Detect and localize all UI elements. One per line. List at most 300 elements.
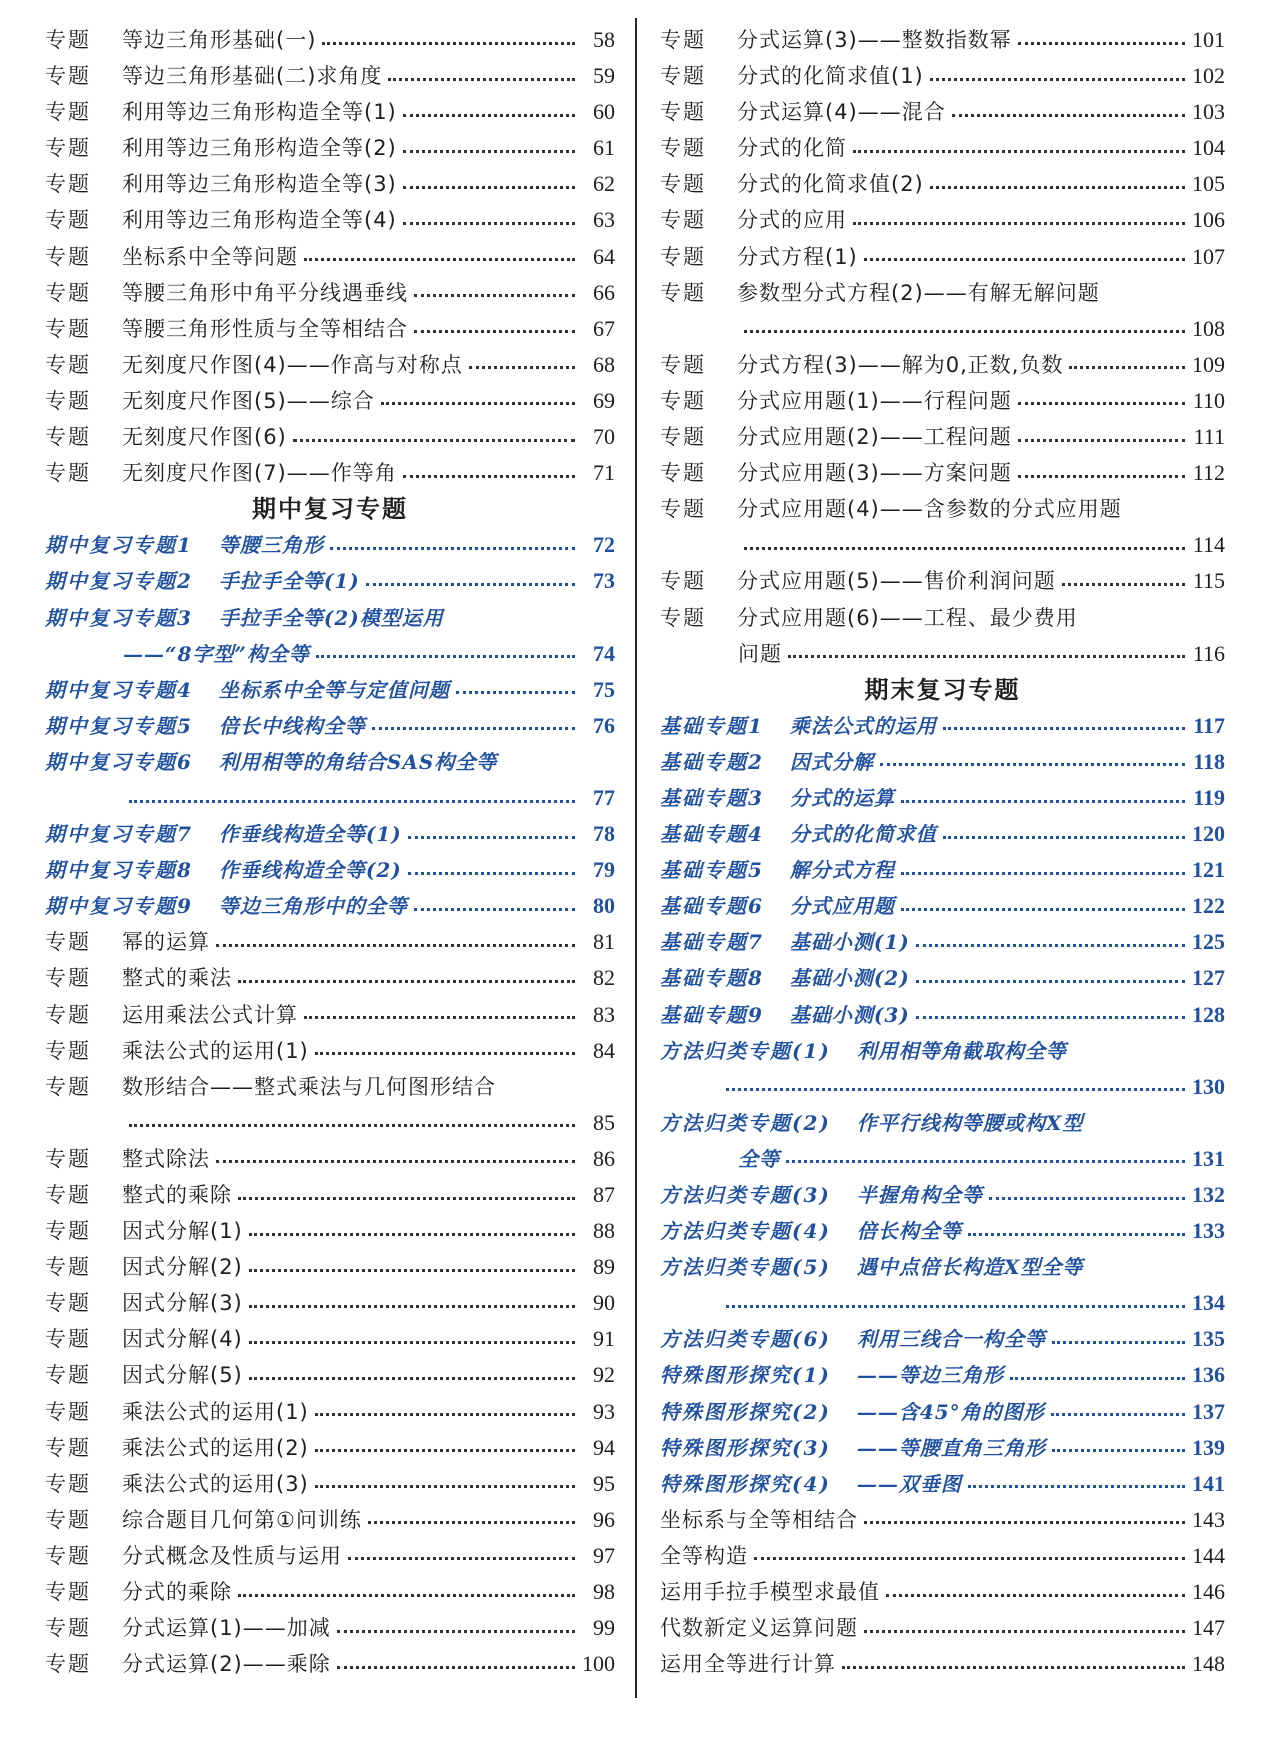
entry-title: 利用等边三角形构造全等(2) [122, 136, 397, 161]
entry-label: 专题 [45, 1580, 91, 1605]
entry-label: 专题 [45, 280, 91, 305]
entry-title: 坐标系中全等与定值问题 [218, 677, 450, 702]
entry-label: 专题 [45, 1363, 91, 1388]
dot-leader [368, 1521, 575, 1524]
entry-title: 分式运算(1)——加减 [122, 1616, 331, 1641]
entry-title: 因式分解(5) [122, 1363, 243, 1388]
dot-leader [842, 1666, 1185, 1669]
entry-label: 专题 [45, 1652, 91, 1677]
entry-title: 等腰三角形 [218, 533, 324, 558]
entry-title: 无刻度尺作图(7)——作等角 [122, 461, 397, 486]
entry-label: 专题 [45, 425, 91, 450]
toc-entry [660, 1502, 1225, 1538]
toc-entry [660, 1646, 1225, 1682]
dot-leader [456, 691, 575, 694]
page-number: 71 [593, 460, 615, 486]
page-number: 96 [593, 1506, 615, 1532]
dot-leader [337, 1630, 575, 1633]
page-number: 76 [593, 712, 615, 738]
dot-leader [403, 475, 575, 478]
toc-entry-continuation [660, 527, 1225, 563]
dot-leader [726, 1305, 1185, 1308]
page-number: 77 [593, 784, 615, 810]
entry-label: 专题 [660, 100, 706, 125]
entry-title: 作平行线构等腰或构X型 [856, 1110, 1084, 1135]
entry-title: ——含45°角的图形 [856, 1399, 1045, 1424]
dot-leader [238, 980, 575, 983]
dot-leader [216, 1160, 575, 1163]
toc-entry [660, 563, 1225, 599]
entry-title: 倍长构全等 [856, 1219, 962, 1244]
dot-leader [366, 583, 575, 586]
toc-entry [660, 1574, 1225, 1610]
entry-title: 分式方程(3)——解为0,正数,负数 [737, 352, 1064, 377]
dot-leader [403, 186, 575, 189]
column-divider [635, 18, 637, 1698]
dot-leader [943, 836, 1185, 839]
dot-leader [304, 258, 575, 261]
entry-label: 期中复习专题5 [45, 713, 193, 738]
page-number: 62 [593, 171, 615, 197]
entry-title: 整式的乘除 [122, 1183, 232, 1207]
page-number: 116 [1192, 640, 1225, 666]
toc-entry-continuation [660, 311, 1225, 347]
toc-entry [45, 1357, 615, 1393]
entry-title: 乘法公式的运用(3) [122, 1471, 309, 1496]
entry-title: 幂的运算 [122, 930, 210, 955]
dot-leader [403, 114, 575, 117]
entry-label: 专题 [45, 1002, 91, 1027]
entry-title: 分式的化简求值(1) [737, 64, 924, 89]
dot-leader [403, 222, 575, 225]
entry-title: 分式应用题 [789, 894, 895, 919]
entry-title: 分式应用题(3)——方案问题 [737, 461, 1012, 486]
entry-label: 专题 [45, 1435, 91, 1460]
toc-entry [45, 419, 615, 455]
entry-title: 等边三角形基础(二)求角度 [122, 64, 383, 89]
toc-entry [45, 311, 615, 347]
entry-label: 特殊图形探究(3) [660, 1435, 831, 1460]
page-number: 108 [1192, 315, 1225, 341]
page-number: 97 [593, 1542, 615, 1568]
entry-label: 专题 [45, 64, 91, 89]
entry-label: 期中复习专题4 [45, 677, 193, 702]
toc-entry [660, 130, 1225, 166]
entry-title: 整式的乘法 [122, 966, 232, 991]
dot-leader [322, 42, 575, 45]
page-number: 147 [1192, 1615, 1225, 1641]
page-number: 74 [593, 640, 615, 666]
entry-title: 运用全等进行计算 [660, 1652, 836, 1677]
toc-entry-continuation [45, 636, 615, 672]
entry-title: 综合题目几何第①问训练 [122, 1507, 362, 1532]
dot-leader [1069, 366, 1185, 369]
dot-leader [381, 402, 575, 405]
entry-label: 专题 [660, 280, 706, 305]
page-number: 139 [1192, 1434, 1225, 1460]
page-number: 99 [593, 1615, 615, 1641]
entry-label: 专题 [45, 1038, 91, 1063]
dot-leader [1052, 1341, 1185, 1344]
dot-leader [315, 1485, 575, 1488]
entry-title: 因式分解(3) [122, 1291, 243, 1316]
toc-entry [660, 1249, 1225, 1285]
page-number: 92 [593, 1362, 615, 1388]
entry-label: 专题 [45, 1327, 91, 1352]
page-number: 105 [1192, 171, 1225, 197]
page-number: 86 [593, 1145, 615, 1171]
dot-leader [249, 1233, 575, 1236]
toc-entry-continuation [660, 1285, 1225, 1321]
dot-leader [129, 800, 575, 803]
page-number: 94 [593, 1434, 615, 1460]
toc-entry [660, 1321, 1225, 1357]
dot-leader [930, 186, 1185, 189]
entry-title: 手拉手全等(1) [218, 569, 360, 594]
dot-leader [930, 78, 1185, 81]
dot-leader [408, 836, 575, 839]
toc-entry [45, 455, 615, 491]
entry-title: 遇中点倍长构造X型全等 [856, 1255, 1084, 1280]
dot-leader [853, 150, 1185, 153]
page-number: 70 [593, 424, 615, 450]
dot-leader [315, 1052, 575, 1055]
page-number: 125 [1192, 929, 1225, 955]
page-number: 103 [1192, 99, 1225, 125]
page-number: 119 [1193, 784, 1225, 810]
toc-entry [45, 275, 615, 311]
entry-title: ——等边三角形 [856, 1363, 1004, 1388]
page-number: 111 [1193, 424, 1225, 450]
toc-entry [660, 1213, 1225, 1249]
entry-label: 专题 [45, 28, 91, 52]
toc-entry [45, 1394, 615, 1430]
dot-leader [249, 1341, 575, 1344]
entry-label: 特殊图形探究(4) [660, 1471, 831, 1496]
entry-title: 坐标系中全等问题 [122, 244, 298, 269]
entry-label: 专题 [45, 930, 91, 955]
entry-title: 乘法公式的运用 [789, 713, 937, 738]
entry-label: 特殊图形探究(1) [660, 1363, 831, 1388]
entry-label: 专题 [45, 1543, 91, 1568]
dot-leader [744, 330, 1185, 333]
entry-title: 半握角构全等 [856, 1183, 983, 1207]
toc-entry [660, 708, 1225, 744]
page-number: 58 [593, 27, 615, 52]
dot-leader [1010, 1377, 1185, 1380]
entry-label: 期中复习专题1 [45, 533, 193, 558]
dot-leader [372, 727, 575, 730]
entry-title: 利用相等的角结合SAS构全等 [218, 749, 498, 774]
page-number: 60 [593, 99, 615, 125]
page-number: 114 [1192, 532, 1225, 558]
page-number: 79 [593, 857, 615, 883]
page-number: 73 [593, 568, 615, 594]
toc-left-column [45, 22, 615, 1682]
entry-title: 分式应用题(4)——含参数的分式应用题 [737, 497, 1122, 522]
dot-leader [968, 1485, 1185, 1488]
entry-label: 专题 [45, 388, 91, 413]
entry-label: 专题 [660, 172, 706, 197]
dot-leader [901, 872, 1185, 875]
entry-label: 期中复习专题9 [45, 894, 193, 919]
toc-entry [45, 1610, 615, 1646]
toc-entry [660, 455, 1225, 491]
entry-title: 分式应用题(6)——工程、最少费用 [737, 605, 1078, 630]
entry-title: 利用等边三角形构造全等(1) [122, 100, 397, 125]
page-number: 90 [593, 1290, 615, 1316]
toc-entry [660, 22, 1225, 58]
dot-leader [864, 1630, 1185, 1633]
entry-label: 基础专题4 [660, 822, 764, 847]
dot-leader [249, 1269, 575, 1272]
dot-leader [403, 150, 575, 153]
entry-title: 分式应用题(5)——售价利润问题 [737, 569, 1056, 594]
page-number: 112 [1192, 460, 1225, 486]
entry-label: 专题 [45, 1399, 91, 1424]
toc-entry [45, 960, 615, 996]
toc-entry [660, 1033, 1225, 1069]
page-number: 109 [1192, 351, 1225, 377]
entry-title: 解分式方程 [789, 858, 895, 883]
toc-entry [660, 202, 1225, 238]
toc-entry [45, 1646, 615, 1682]
toc-entry [660, 1105, 1225, 1141]
entry-label: 专题 [660, 352, 706, 377]
toc-entry [45, 166, 615, 202]
entry-title: 运用乘法公式计算 [122, 1002, 298, 1027]
dot-leader [726, 1088, 1185, 1091]
page-number: 102 [1192, 63, 1225, 89]
toc-entry [660, 816, 1225, 852]
toc-entry [45, 563, 615, 599]
entry-title: 分式的乘除 [122, 1580, 232, 1605]
page-number: 146 [1192, 1579, 1225, 1605]
entry-title: 分式方程(1) [737, 244, 858, 269]
toc-entry [660, 1538, 1225, 1574]
entry-title: 乘法公式的运用(2) [122, 1435, 309, 1460]
toc-entry [660, 347, 1225, 383]
page-number: 117 [1193, 712, 1225, 738]
entry-title: 坐标系与全等相结合 [660, 1507, 858, 1532]
entry-label: 基础专题7 [660, 930, 764, 955]
toc-entry [45, 1466, 615, 1502]
toc-entry [45, 1285, 615, 1321]
dot-leader [901, 800, 1185, 803]
entry-label: 专题 [45, 172, 91, 197]
entry-label: 期中复习专题3 [45, 605, 193, 630]
entry-label: 期中复习专题6 [45, 749, 193, 774]
dot-leader [886, 1594, 1185, 1597]
entry-title: 因式分解(1) [122, 1219, 243, 1244]
toc-entry [45, 1141, 615, 1177]
page-number: 141 [1192, 1470, 1225, 1496]
dot-leader [348, 1557, 575, 1560]
dot-leader [408, 872, 575, 875]
toc-entry [45, 1249, 615, 1285]
toc-entry [45, 1033, 615, 1069]
page-number: 115 [1192, 568, 1225, 594]
dot-leader [249, 1305, 575, 1308]
toc-entry [660, 888, 1225, 924]
toc-entry [660, 383, 1225, 419]
entry-title: 利用等边三角形构造全等(4) [122, 208, 397, 233]
toc-entry [660, 1357, 1225, 1393]
toc-entry [660, 780, 1225, 816]
toc-entry [45, 202, 615, 238]
page-number: 75 [593, 676, 615, 702]
entry-label: 专题 [45, 100, 91, 125]
dot-leader [1018, 475, 1185, 478]
entry-title: 手拉手全等(2)模型运用 [218, 605, 444, 630]
page-number: 100 [582, 1651, 615, 1677]
page-number: 122 [1192, 893, 1225, 919]
page-number: 88 [593, 1218, 615, 1244]
entry-title: 利用等边三角形构造全等(3) [122, 172, 397, 197]
dot-leader [388, 78, 575, 81]
page-number: 101 [1192, 27, 1225, 52]
entry-label: 专题 [660, 497, 706, 522]
dot-leader [414, 294, 575, 297]
toc-entry [45, 239, 615, 275]
entry-title: 分式的化简 [737, 136, 847, 161]
entry-title: 问题 [738, 641, 782, 666]
entry-label: 方法归类专题(5) [660, 1255, 831, 1280]
entry-title: 作垂线构造全等(2) [218, 858, 402, 883]
dot-leader [744, 547, 1185, 550]
section-heading: 期末复习专题 [864, 675, 1021, 704]
entry-label: 专题 [45, 352, 91, 377]
entry-label: 基础专题1 [660, 713, 764, 738]
entry-title: 作垂线构造全等(1) [218, 822, 402, 847]
dot-leader [249, 1377, 575, 1380]
dot-leader [315, 1413, 575, 1416]
page-number: 91 [593, 1326, 615, 1352]
dot-leader [293, 439, 575, 442]
entry-title: 无刻度尺作图(6) [122, 425, 287, 450]
toc-entry [45, 94, 615, 130]
page-number: 80 [593, 893, 615, 919]
entry-title: ——双垂图 [856, 1471, 962, 1496]
entry-label: 专题 [660, 388, 706, 413]
page-number: 72 [593, 532, 615, 558]
entry-label: 专题 [45, 208, 91, 233]
entry-label: 专题 [660, 136, 706, 161]
entry-label: 专题 [45, 966, 91, 991]
dot-leader [952, 114, 1185, 117]
dot-leader [238, 1197, 575, 1200]
entry-label: 专题 [45, 1146, 91, 1171]
dot-leader [216, 944, 575, 947]
page-number: 120 [1192, 821, 1225, 847]
toc-entry [660, 275, 1225, 311]
dot-leader [916, 944, 1185, 947]
page-number: 118 [1193, 748, 1225, 774]
page-number: 107 [1192, 243, 1225, 269]
toc-entry [45, 888, 615, 924]
dot-leader [1052, 1449, 1185, 1452]
entry-label: 基础专题2 [660, 749, 764, 774]
entry-label: 专题 [45, 1219, 91, 1244]
entry-title: ——等腰直角三角形 [856, 1435, 1046, 1460]
toc-entry-continuation [660, 636, 1225, 672]
page-number: 85 [593, 1109, 615, 1135]
dot-leader [238, 1594, 575, 1597]
entry-label: 专题 [45, 1255, 91, 1280]
page-number: 81 [593, 929, 615, 955]
entry-title: 因式分解(4) [122, 1327, 243, 1352]
toc-entry [45, 852, 615, 888]
dot-leader [864, 258, 1185, 261]
page-number: 144 [1192, 1542, 1225, 1568]
toc-entry [660, 166, 1225, 202]
page-number: 127 [1192, 965, 1225, 991]
entry-title: 乘法公式的运用(1) [122, 1399, 309, 1424]
dot-leader [129, 1124, 575, 1127]
toc-entry-continuation [45, 1105, 615, 1141]
entry-title: 等边三角形基础(一) [122, 28, 317, 52]
entry-title: 分式的化简求值 [789, 822, 937, 847]
toc-entry [45, 58, 615, 94]
dot-leader [1018, 439, 1185, 442]
entry-title: 基础小测(3) [789, 1002, 910, 1027]
dot-leader [316, 655, 575, 658]
page-number: 61 [593, 135, 615, 161]
toc-entry [45, 130, 615, 166]
dot-leader [853, 222, 1185, 225]
toc-entry [45, 383, 615, 419]
entry-label: 特殊图形探究(2) [660, 1399, 831, 1424]
toc-entry [45, 1069, 615, 1105]
entry-title: 无刻度尺作图(4)——作高与对称点 [122, 352, 463, 377]
entry-title: 利用相等角截取构全等 [856, 1038, 1067, 1063]
entry-title: ——“8字型”构全等 [123, 641, 310, 666]
entry-title: 分式概念及性质与运用 [122, 1543, 342, 1568]
entry-label: 专题 [660, 64, 706, 89]
page-number: 136 [1192, 1362, 1225, 1388]
entry-label: 方法归类专题(3) [660, 1183, 831, 1207]
entry-label: 基础专题9 [660, 1002, 764, 1027]
entry-label: 专题 [660, 425, 706, 450]
entry-label: 专题 [660, 569, 706, 594]
toc-entry [45, 1213, 615, 1249]
entry-label: 基础专题3 [660, 785, 764, 810]
toc-entry [45, 347, 615, 383]
entry-label: 专题 [45, 1074, 91, 1099]
entry-label: 专题 [660, 461, 706, 486]
page-number: 84 [593, 1037, 615, 1063]
toc-entry-continuation [45, 780, 615, 816]
entry-title: 分式的应用 [737, 208, 847, 233]
dot-leader [1018, 402, 1185, 405]
entry-title: 全等构造 [660, 1543, 748, 1568]
dot-leader [1062, 583, 1185, 586]
page-number: 87 [593, 1182, 615, 1207]
dot-leader [786, 1160, 1185, 1163]
page-number: 106 [1192, 207, 1225, 233]
entry-label: 专题 [45, 1291, 91, 1316]
entry-label: 方法归类专题(1) [660, 1038, 831, 1063]
toc-entry [660, 1177, 1225, 1213]
entry-label: 专题 [45, 1183, 91, 1207]
entry-label: 专题 [660, 605, 706, 630]
entry-title: 基础小测(2) [789, 966, 910, 991]
page-number: 83 [593, 1001, 615, 1027]
entry-label: 方法归类专题(4) [660, 1219, 831, 1244]
page-number: 93 [593, 1398, 615, 1424]
entry-title: 分式的运算 [789, 785, 895, 810]
toc-entry [45, 1574, 615, 1610]
